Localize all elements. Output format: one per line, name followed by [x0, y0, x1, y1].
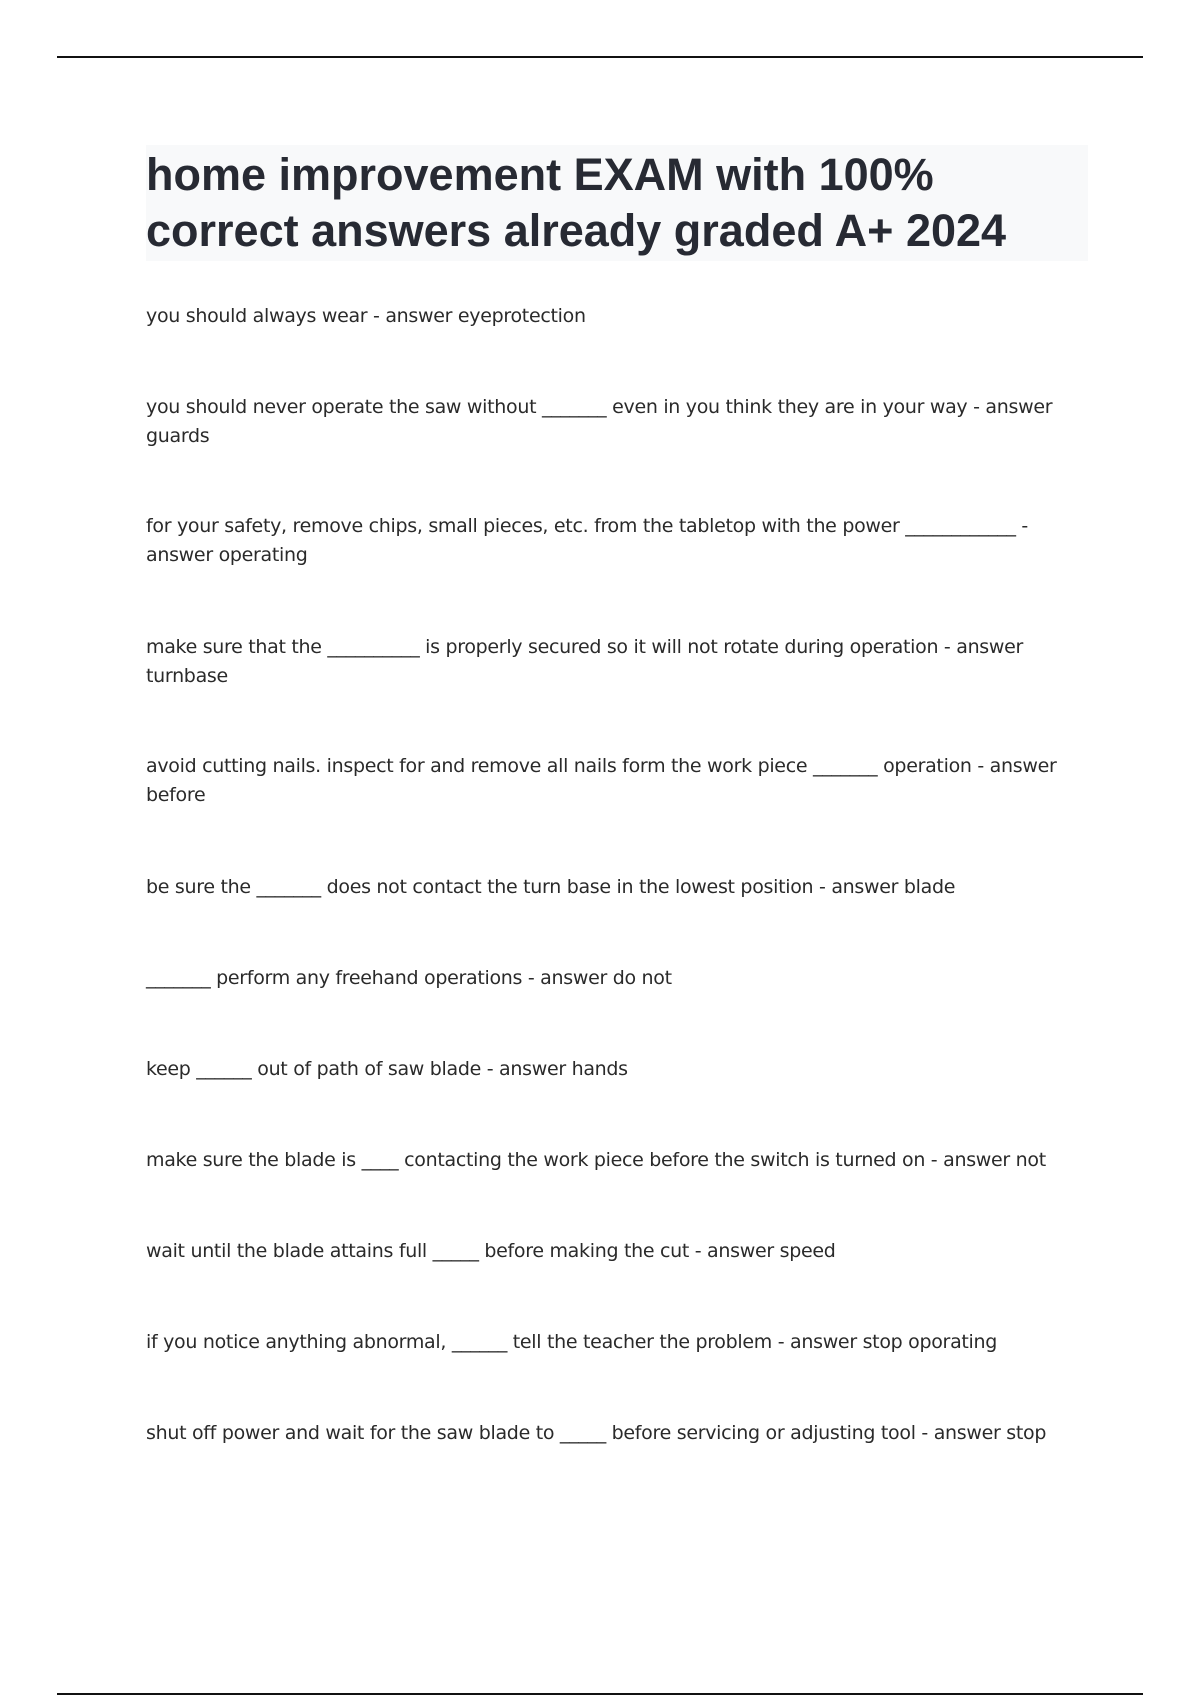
question-item: if you notice anything abnormal, ______ tell the teacher the problem - answer stop oporating [146, 1331, 998, 1353]
question-item: make sure the blade is ____ contacting the work piece before the switch is turned on - answer not [146, 1149, 1046, 1171]
question-item: make sure that the __________ is properly secured so it will not rotate during operation - answer turnbase [146, 636, 1024, 687]
question-item: keep ______ out of path of saw blade - answer hands [146, 1058, 628, 1080]
document-title: home improvement EXAM with 100% correct answers already graded A+ 2024 [146, 149, 1007, 256]
question-item: _______ perform any freehand operations - answer do not [146, 967, 672, 989]
footer-rule [57, 1693, 1143, 1695]
question-item: you should always wear - answer eyeprotection [146, 305, 586, 327]
header-rule [57, 56, 1143, 58]
question-item: shut off power and wait for the saw blade to _____ before servicing or adjusting tool - answer stop [146, 1422, 1047, 1444]
question-item: be sure the _______ does not contact the turn base in the lowest position - answer blade [146, 876, 956, 898]
question-item: you should never operate the saw without _______ even in you think they are in your way - answer guards [146, 396, 1053, 447]
question-item: for your safety, remove chips, small pieces, etc. from the tabletop with the power ____________ - answer operating [146, 515, 1028, 566]
question-item: avoid cutting nails. inspect for and remove all nails form the work piece _______ operation - answer before [146, 755, 1057, 806]
question-item: wait until the blade attains full _____ before making the cut - answer speed [146, 1240, 836, 1262]
title-block [146, 145, 1088, 261]
